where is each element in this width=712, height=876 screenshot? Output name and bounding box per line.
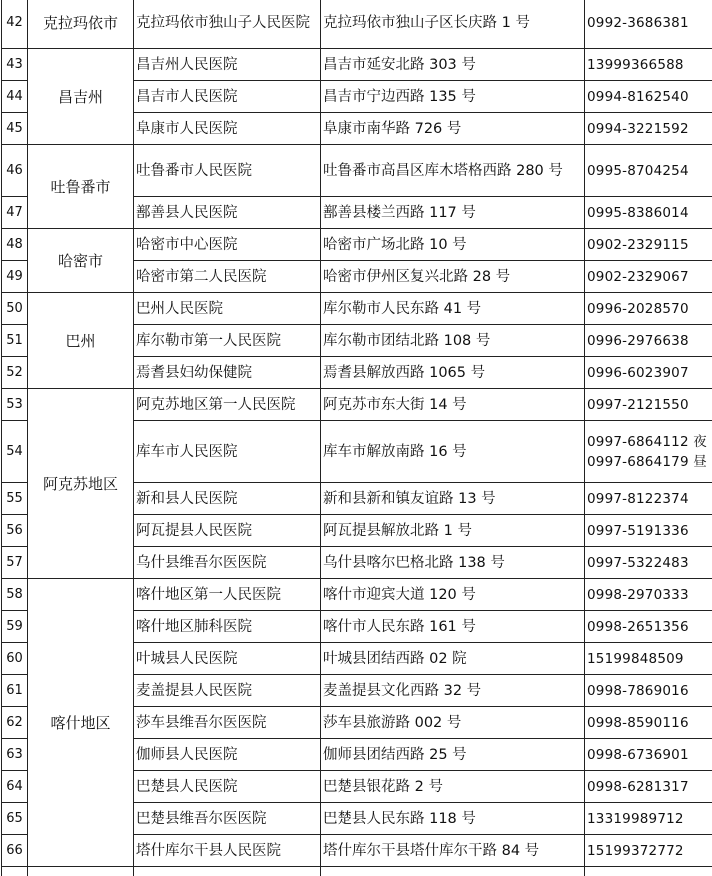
phone-number: 0997-2121550 (587, 396, 689, 413)
row-number-cell: 50 (2, 293, 28, 325)
hospital-name-cell: 巴州人民医院 (134, 293, 321, 325)
row-number-cell: 45 (2, 113, 28, 145)
phone-cell (585, 421, 712, 483)
phone-number: 0996-2976638 (587, 332, 689, 349)
address-cell: 昌吉市宁边西路 135 号 (321, 81, 585, 113)
phone-cell (585, 547, 712, 579)
hospital-name-cell: 焉耆县妇幼保健院 (134, 357, 321, 389)
phone-cell (585, 707, 712, 739)
region-cell: 喀什地区 (28, 579, 134, 867)
row-number-cell: 57 (2, 547, 28, 579)
hospital-name-cell: 巴楚县人民医院 (134, 771, 321, 803)
address-cell: 喀什市迎宾大道 120 号 (321, 579, 585, 611)
address-cell: 阿瓦提县解放北路 1 号 (321, 515, 585, 547)
address-cell: 麦盖提县文化西路 32 号 (321, 675, 585, 707)
phone-number: 0998-7869016 (587, 682, 689, 699)
phone-number: 0998-8590116 (587, 714, 689, 731)
region-cell: 阿克苏地区 (28, 389, 134, 579)
table-row (2, 0, 712, 49)
phone-number: 0997-6864112 夜 (587, 433, 707, 450)
phone-cell (585, 389, 712, 421)
table-row (2, 579, 712, 611)
hospital-name-cell: 喀什地区第一人民医院 (134, 579, 321, 611)
row-number-cell: 51 (2, 325, 28, 357)
phone-cell (585, 643, 712, 675)
address-cell: 伽师县团结西路 25 号 (321, 739, 585, 771)
hospital-name-cell (134, 867, 321, 876)
phone-number: 0996-2028570 (587, 300, 689, 317)
hospital-name-cell: 巴楚县维吾尔医医院 (134, 803, 321, 835)
hospital-name-cell: 叶城县人民医院 (134, 643, 321, 675)
row-number-cell: 48 (2, 229, 28, 261)
address-cell: 阜康市南华路 726 号 (321, 113, 585, 145)
phone-cell (585, 113, 712, 145)
row-number-cell: 61 (2, 675, 28, 707)
address-cell: 新和县新和镇友谊路 13 号 (321, 483, 585, 515)
table-row (2, 293, 712, 325)
hospital-name-cell: 新和县人民医院 (134, 483, 321, 515)
row-number-cell: 65 (2, 803, 28, 835)
address-cell: 巴楚县银花路 2 号 (321, 771, 585, 803)
phone-cell (585, 49, 712, 81)
phone-cell (585, 515, 712, 547)
phone-number: 0902-2329115 (587, 236, 689, 253)
row-number-cell: 53 (2, 389, 28, 421)
table-row (2, 867, 712, 876)
hospital-table (1, 0, 712, 876)
region-cell (28, 867, 134, 876)
hospital-name-cell: 克拉玛依市独山子人民医院 (134, 0, 321, 49)
address-cell: 库尔勒市人民东路 41 号 (321, 293, 585, 325)
row-number-cell: 44 (2, 81, 28, 113)
row-number-cell: 54 (2, 421, 28, 483)
phone-cell (585, 675, 712, 707)
row-number-cell: 42 (2, 0, 28, 49)
row-number-cell: 66 (2, 835, 28, 867)
phone-number: 0995-8704254 (587, 162, 689, 179)
table-row (2, 389, 712, 421)
address-cell: 焉耆县解放西路 1065 号 (321, 357, 585, 389)
phone-cell (585, 293, 712, 325)
address-cell: 哈密市广场北路 10 号 (321, 229, 585, 261)
phone-number: 0997-5191336 (587, 522, 689, 539)
address-cell (321, 867, 585, 876)
phone-cell (585, 325, 712, 357)
address-cell: 乌什县喀尔巴格北路 138 号 (321, 547, 585, 579)
phone-number: 0994-3221592 (587, 120, 689, 137)
hospital-name-cell: 库尔勒市第一人民医院 (134, 325, 321, 357)
row-number-cell: 58 (2, 579, 28, 611)
table-row (2, 49, 712, 81)
hospital-name-cell: 阿瓦提县人民医院 (134, 515, 321, 547)
row-number-cell: 43 (2, 49, 28, 81)
row-number-cell: 52 (2, 357, 28, 389)
row-number-cell (2, 867, 28, 876)
address-cell: 克拉玛依市独山子区长庆路 1 号 (321, 0, 585, 49)
hospital-name-cell: 麦盖提县人民医院 (134, 675, 321, 707)
phone-cell (585, 739, 712, 771)
phone-number: 0997-5322483 (587, 554, 689, 571)
phone-cell (585, 145, 712, 197)
hospital-name-cell: 乌什县维吾尔医医院 (134, 547, 321, 579)
address-cell: 哈密市伊州区复兴北路 28 号 (321, 261, 585, 293)
region-cell: 哈密市 (28, 229, 134, 293)
phone-cell (585, 81, 712, 113)
address-cell: 吐鲁番市高昌区库木塔格西路 280 号 (321, 145, 585, 197)
phone-cell (585, 867, 712, 876)
phone-number: 0998-6281317 (587, 778, 689, 795)
phone-number: 0997-6864179 昼 (587, 453, 707, 470)
phone-cell (585, 611, 712, 643)
hospital-name-cell: 阜康市人民医院 (134, 113, 321, 145)
phone-number: 13999366588 (587, 56, 684, 73)
table-body (2, 0, 712, 876)
region-cell: 克拉玛依市 (28, 0, 134, 49)
phone-number: 0998-2970333 (587, 586, 689, 603)
address-cell: 阿克苏市东大街 14 号 (321, 389, 585, 421)
phone-number: 0996-6023907 (587, 364, 689, 381)
phone-number: 0998-6736901 (587, 746, 689, 763)
address-cell: 鄯善县楼兰西路 117 号 (321, 197, 585, 229)
hospital-name-cell: 鄯善县人民医院 (134, 197, 321, 229)
hospital-name-cell: 哈密市第二人民医院 (134, 261, 321, 293)
phone-cell (585, 771, 712, 803)
phone-cell (585, 579, 712, 611)
phone-number: 0994-8162540 (587, 88, 689, 105)
address-cell: 塔什库尔干县塔什库尔干路 84 号 (321, 835, 585, 867)
phone-number: 0998-2651356 (587, 618, 689, 635)
row-number-cell: 60 (2, 643, 28, 675)
phone-number: 0902-2329067 (587, 268, 689, 285)
phone-cell (585, 483, 712, 515)
address-cell: 昌吉市延安北路 303 号 (321, 49, 585, 81)
phone-cell (585, 357, 712, 389)
phone-cell (585, 835, 712, 867)
hospital-name-cell: 伽师县人民医院 (134, 739, 321, 771)
address-cell: 库车市解放南路 16 号 (321, 421, 585, 483)
phone-number: 0995-8386014 (587, 204, 689, 221)
row-number-cell: 59 (2, 611, 28, 643)
hospital-name-cell: 哈密市中心医院 (134, 229, 321, 261)
hospital-name-cell: 莎车县维吾尔医医院 (134, 707, 321, 739)
address-cell: 莎车县旅游路 002 号 (321, 707, 585, 739)
row-number-cell: 63 (2, 739, 28, 771)
address-cell: 叶城县团结西路 02 院 (321, 643, 585, 675)
row-number-cell: 49 (2, 261, 28, 293)
hospital-name-cell: 昌吉市人民医院 (134, 81, 321, 113)
hospital-name-cell: 昌吉州人民医院 (134, 49, 321, 81)
address-cell: 库尔勒市团结北路 108 号 (321, 325, 585, 357)
row-number-cell: 55 (2, 483, 28, 515)
address-cell: 巴楚县人民东路 118 号 (321, 803, 585, 835)
phone-number: 13319989712 (587, 810, 684, 827)
hospital-name-cell: 吐鲁番市人民医院 (134, 145, 321, 197)
phone-number: 15199372772 (587, 842, 684, 859)
row-number-cell: 56 (2, 515, 28, 547)
row-number-cell: 64 (2, 771, 28, 803)
address-cell: 喀什市人民东路 161 号 (321, 611, 585, 643)
hospital-name-cell: 库车市人民医院 (134, 421, 321, 483)
hospital-name-cell: 阿克苏地区第一人民医院 (134, 389, 321, 421)
table-row (2, 229, 712, 261)
phone-number: 15199848509 (587, 650, 684, 667)
hospital-name-cell: 喀什地区肺科医院 (134, 611, 321, 643)
phone-cell (585, 229, 712, 261)
phone-number: 0997-8122374 (587, 490, 689, 507)
phone-cell (585, 803, 712, 835)
row-number-cell: 62 (2, 707, 28, 739)
phone-cell (585, 0, 712, 49)
region-cell: 巴州 (28, 293, 134, 389)
phone-number: 0992-3686381 (587, 14, 689, 31)
phone-cell (585, 197, 712, 229)
row-number-cell: 46 (2, 145, 28, 197)
table-row (2, 145, 712, 197)
phone-cell (585, 261, 712, 293)
region-cell: 昌吉州 (28, 49, 134, 145)
hospital-name-cell: 塔什库尔干县人民医院 (134, 835, 321, 867)
row-number-cell: 47 (2, 197, 28, 229)
region-cell: 吐鲁番市 (28, 145, 134, 229)
